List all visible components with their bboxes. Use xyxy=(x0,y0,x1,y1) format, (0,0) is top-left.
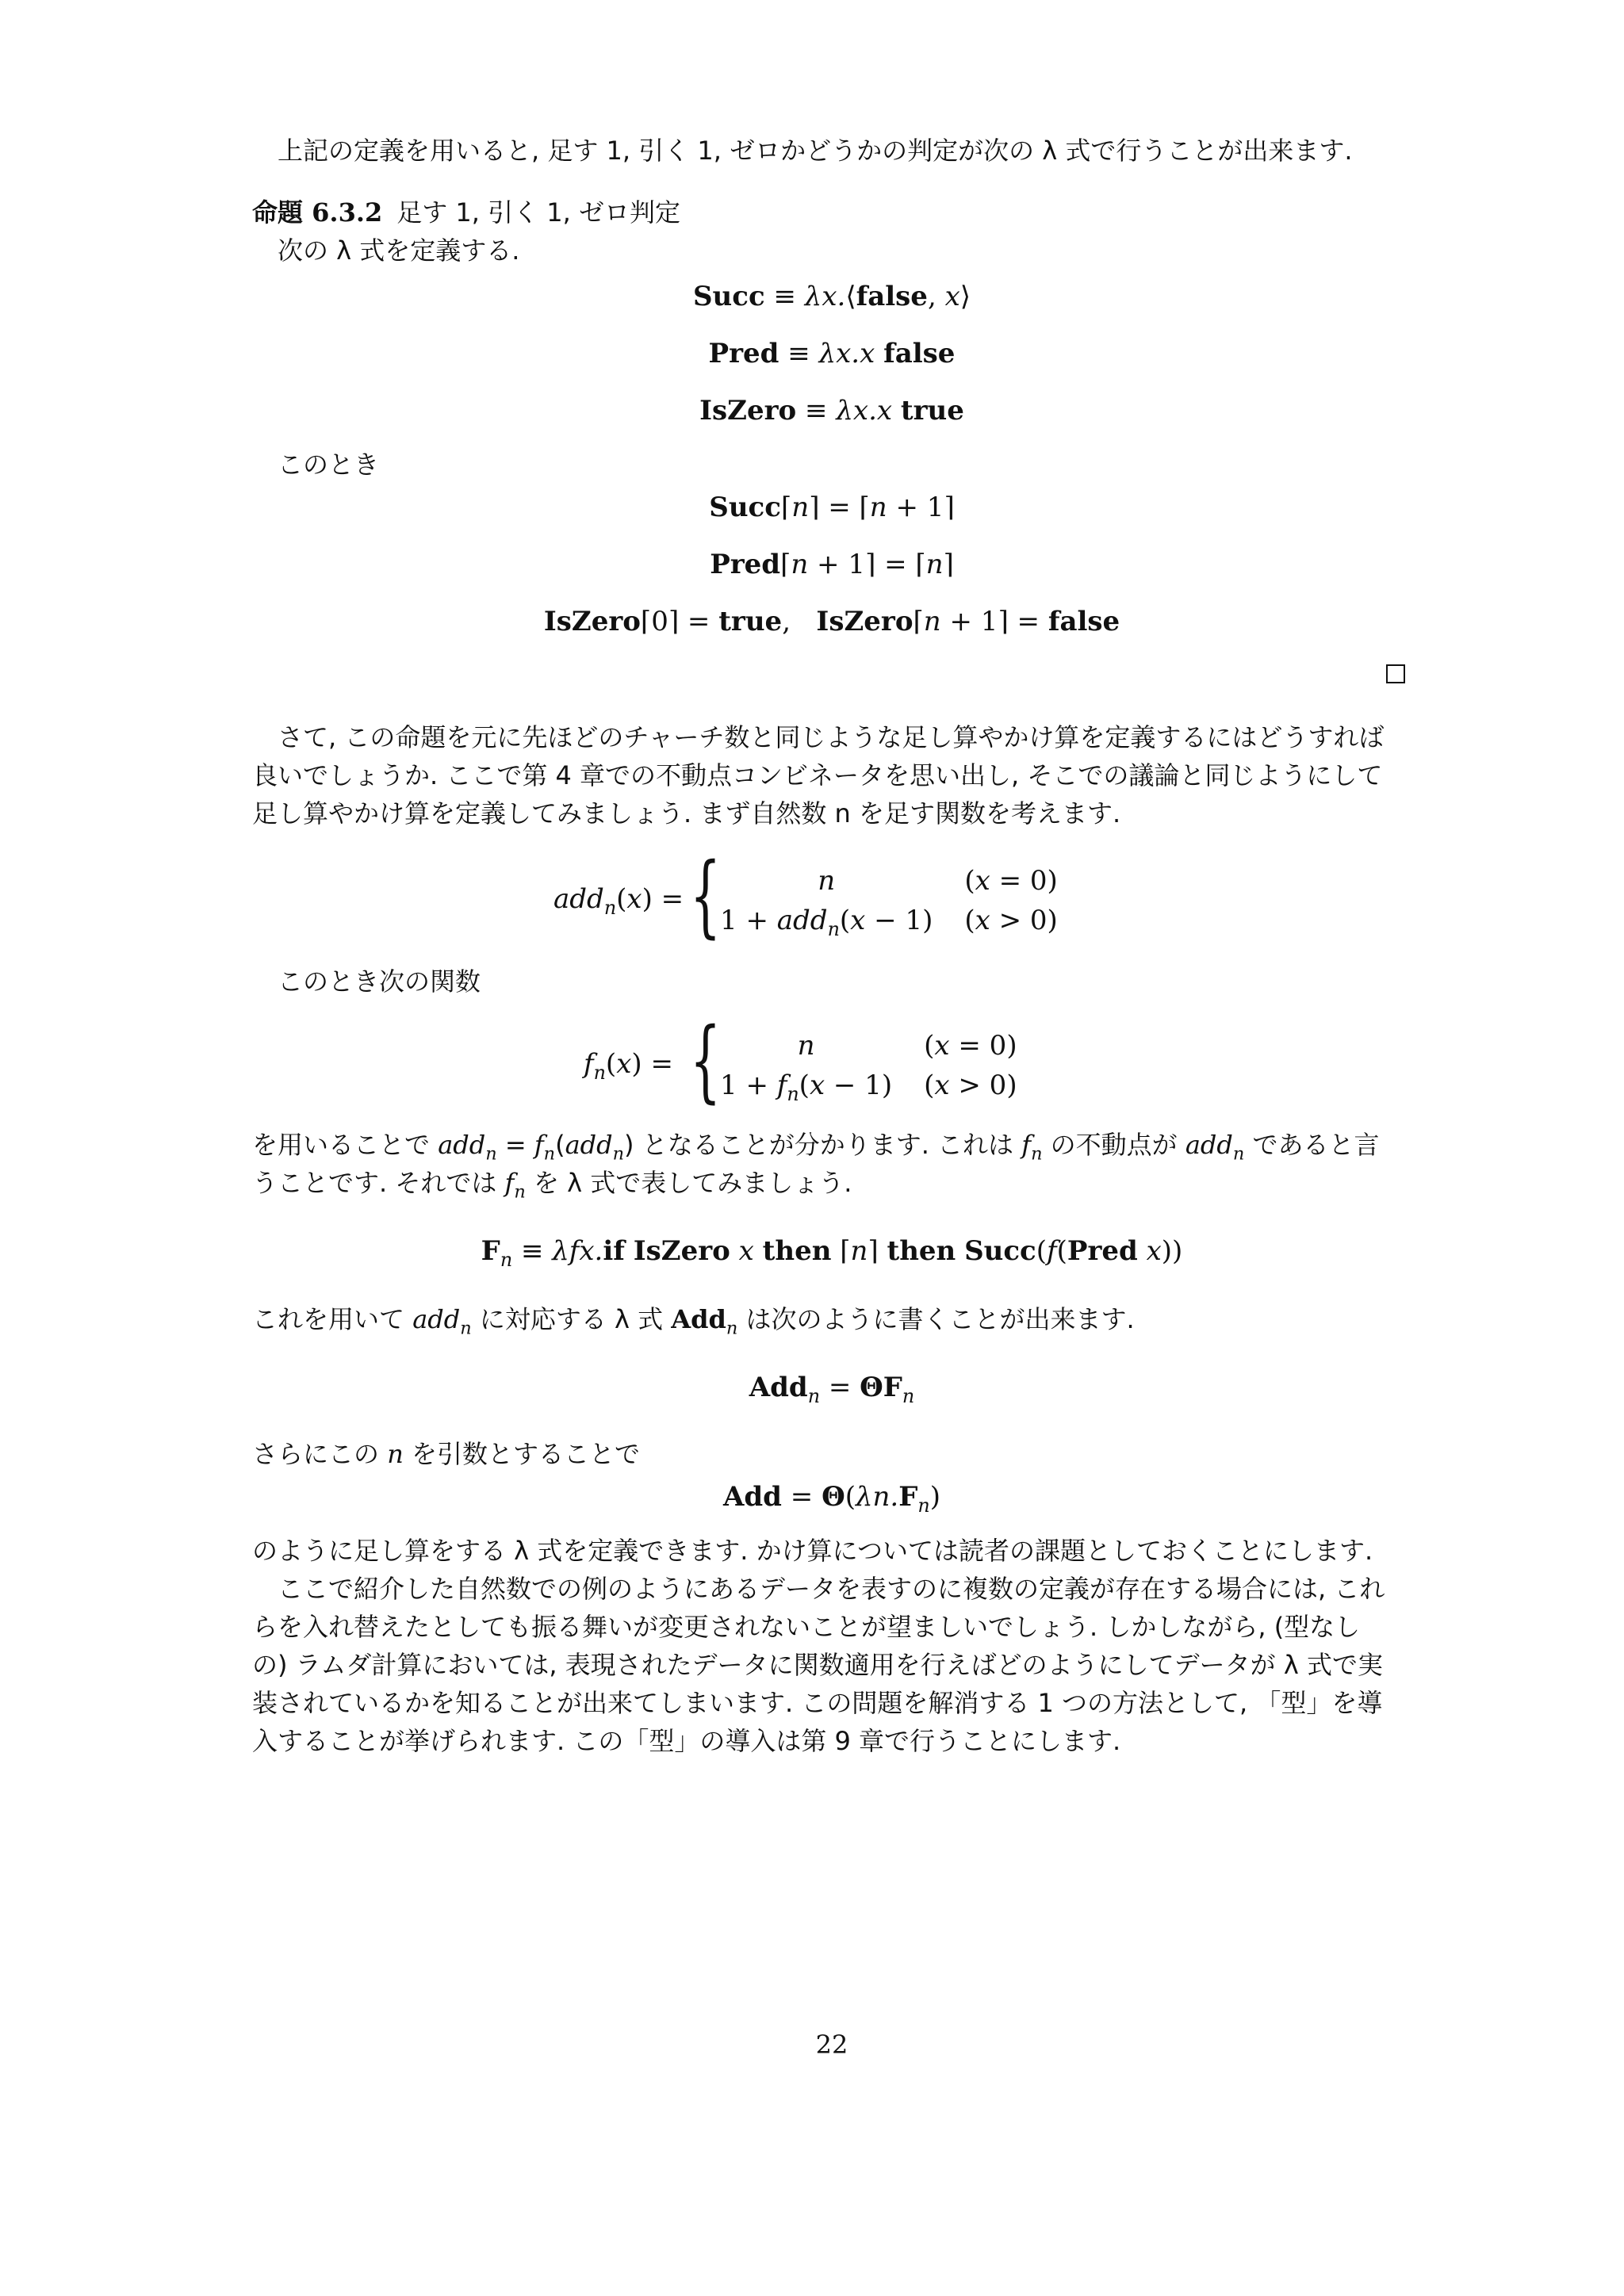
eq-Fn-def: $F_n \equiv \lambda fx.if$ IsZero x then ⌈n⌉ then Succ(f(Pred x)) xyxy=(481,1235,1183,1271)
eq-pred-def: Pred ≡ λx.x false xyxy=(708,338,956,369)
cases-table: n (x = 0) $1 + f_n(x - 1)$ (x > 0) xyxy=(720,1030,1017,1105)
page-number: 22 xyxy=(815,2030,848,2060)
proposition-label: 命題 6.3.2 xyxy=(252,197,383,228)
paragraph-line: のように足し算をする λ 式を定義できます. かけ算については読者の課題としておくことにします. xyxy=(252,1536,1373,1566)
proposition-title: 足す 1, 引く 1, ゼロ判定 xyxy=(396,197,680,228)
cases-brace: { xyxy=(690,844,722,947)
paragraph-line: の) ラムダ計算においては, 表現されたデータに関数適用を行えばどのようにしてデータが λ 式で実 xyxy=(252,1650,1383,1680)
paragraph-line: らを入れ替えたとしても振る舞いが変更されないことが望ましいでしょう. しかしながら, (型なし xyxy=(252,1612,1361,1642)
konotoki-line: このとき xyxy=(278,450,380,480)
konotoki2-line: このとき次の関数 xyxy=(278,966,481,997)
eq-succ-def: Succ ≡ λx.⟨false, x⟩ xyxy=(692,281,971,312)
eq-Add: Add = $\Theta(\lambda n.F_n)$ xyxy=(723,1481,940,1517)
eq-addn-lhs: add$_n$(x) = xyxy=(553,883,684,919)
eq-succ-result: Succ⌈n⌉ = ⌈n + 1⌉ xyxy=(709,492,955,523)
paragraph-line: 装されているかを知ることが出来てしまいます. この問題を解消する 1 つの方法として, 「型」を導 xyxy=(252,1688,1383,1718)
cases-brace: { xyxy=(690,1009,722,1112)
paragraph-line: 足し算やかけ算を定義してみましょう. まず自然数 n を足す関数を考えます. xyxy=(252,798,1121,828)
eq-iszero-result: IsZero⌈0⌉ = true, IsZero⌈n + 1⌉ = false xyxy=(543,606,1120,637)
paragraph-line: 入することが挙げられます. この「型」の導入は第 9 章で行うことにします. xyxy=(252,1726,1121,1756)
cases-table: n (x = 0) 1 + add$_n$(x − 1) (x > 0) xyxy=(720,865,1058,940)
eq-pred-result: Pred⌈n + 1⌉ = ⌈n⌉ xyxy=(710,549,954,580)
paragraph-line: うことです. それでは $f_n$ を λ 式で表してみましょう. xyxy=(252,1168,852,1203)
proposition-heading xyxy=(252,193,680,232)
paragraph-line: 良いでしょうか. ここで第 4 章での不動点コンビネータを思い出し, そこでの議論と同じようにして xyxy=(252,760,1383,790)
paragraph-line: ここで紹介した自然数での例のようにあるデータを表すのに複数の定義が存在する場合には, これ xyxy=(278,1574,1385,1604)
eq-iszero-def: IsZero ≡ λx.x true xyxy=(699,395,964,427)
eq-fn-lhs: $f_n(x)$ = xyxy=(584,1048,673,1084)
qed-square xyxy=(1386,664,1405,683)
paragraph-line: さらにこの n を引数とすることで xyxy=(252,1439,640,1469)
eq-addn-cases xyxy=(252,844,1411,947)
paragraph-line: これを用いて add$_n$ に対応する λ 式 Add$_n$ は次のように書くことが出来ます. xyxy=(252,1304,1135,1339)
proposition-intro: 次の λ 式を定義する. xyxy=(278,235,520,266)
paragraph-line: を用いることで $add_n = f_n(add_n)$ となることが分かります. これは $f_n$ の不動点が add$_n$ であると言 xyxy=(252,1130,1380,1165)
eq-Addn: $Add_n = \Theta F_n$ xyxy=(749,1372,915,1407)
paragraph-line: さて, この命題を元に先ほどのチャーチ数と同じような足し算やかけ算を定義するにはどうすれば xyxy=(278,722,1385,752)
document-page xyxy=(252,0,1411,2296)
intro-line: 上記の定義を用いると, 足す 1, 引く 1, ゼロかどうかの判定が次の λ 式で行うことが出来ます. xyxy=(278,136,1353,166)
eq-fn-cases xyxy=(252,1009,1411,1112)
